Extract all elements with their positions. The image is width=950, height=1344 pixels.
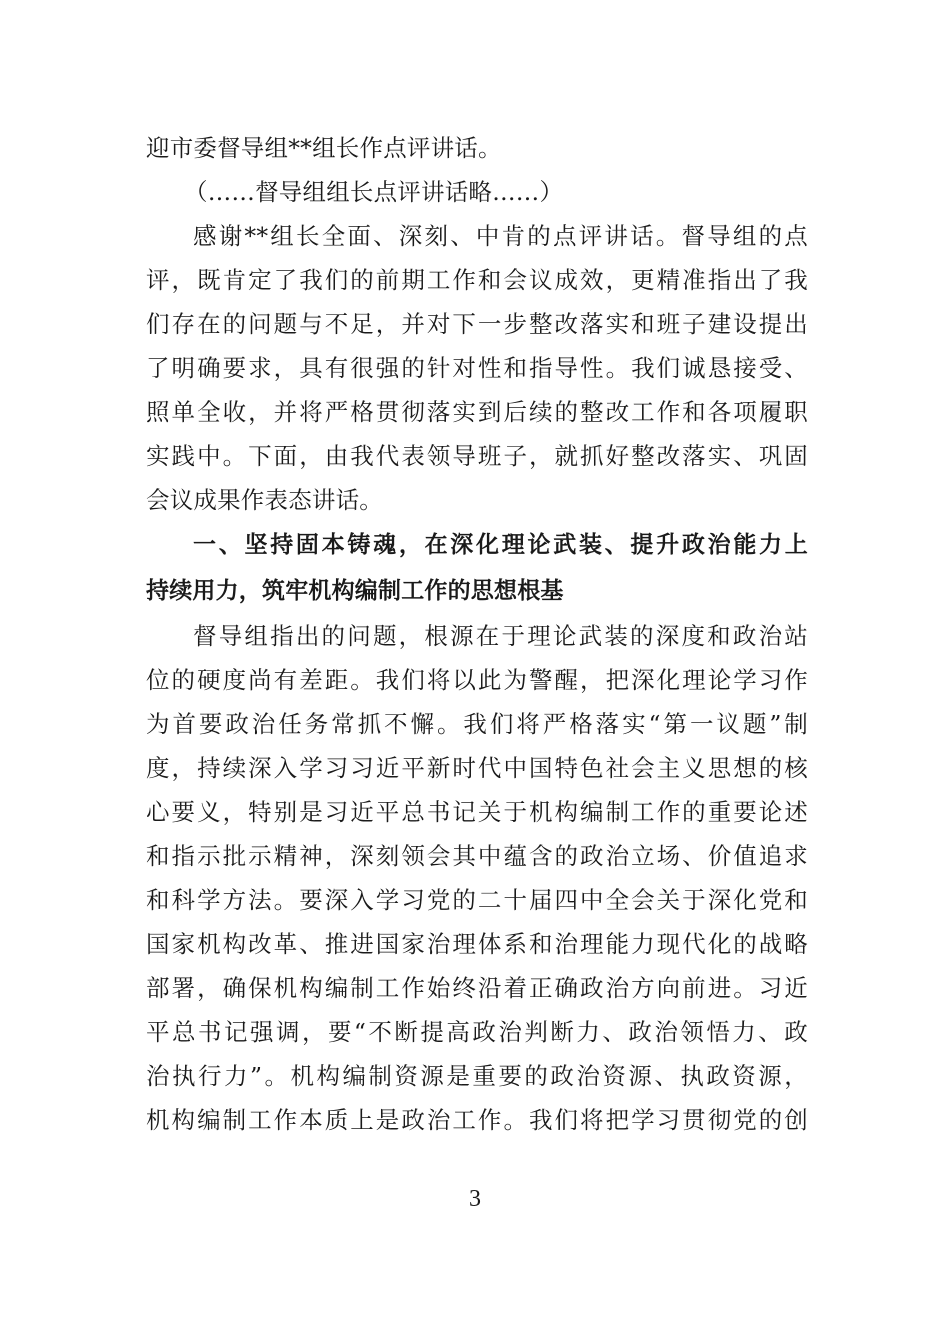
page-number: 3	[469, 1186, 481, 1212]
paragraph-line: 为首要政治任务常抓不懈。我们将严格落实“第一议题”制	[146, 710, 808, 738]
paragraph-line: 感谢**组长全面、深刻、中肯的点评讲话。督导组的点	[193, 222, 808, 250]
paragraph-line: 了明确要求，具有很强的针对性和指导性。我们诚恳接受、	[146, 354, 808, 382]
paragraph-line: 部署，确保机构编制工作始终沿着正确政治方向前进。习近	[146, 974, 808, 1002]
omitted-speech-note: （……督导组组长点评讲话略……）	[184, 178, 564, 206]
paragraph-line: 机构编制工作本质上是政治工作。我们将把学习贯彻党的创	[146, 1106, 808, 1134]
paragraph-line: 国家机构改革、推进国家治理体系和治理能力现代化的战略	[146, 930, 808, 958]
paragraph-line: 们存在的问题与不足，并对下一步整改落实和班子建设提出	[146, 310, 808, 338]
document-body	[146, 126, 808, 1142]
paragraph-line: 心要义，特别是习近平总书记关于机构编制工作的重要论述	[146, 798, 808, 826]
paragraph-line: 会议成果作表态讲话。	[146, 486, 383, 514]
section-heading: 持续用力，筑牢机构编制工作的思想根基	[146, 578, 564, 604]
paragraph-line: 和指示批示精神，深刻领会其中蕴含的政治立场、价值追求	[146, 842, 808, 870]
paragraph-line: 平总书记强调，要“不断提高政治判断力、政治领悟力、政	[146, 1018, 808, 1046]
paragraph-line: 和科学方法。要深入学习党的二十届四中全会关于深化党和	[146, 886, 808, 914]
paragraph-line: 督导组指出的问题，根源在于理论武装的深度和政治站	[193, 622, 808, 650]
paragraph-line: 实践中。下面，由我代表领导班子，就抓好整改落实、巩固	[146, 442, 808, 470]
paragraph-line: 位的硬度尚有差距。我们将以此为警醒，把深化理论学习作	[146, 666, 808, 694]
paragraph-line: 度，持续深入学习习近平新时代中国特色社会主义思想的核	[146, 754, 808, 782]
paragraph-line: 迎市委督导组**组长作点评讲话。	[146, 134, 502, 162]
paragraph-line: 照单全收，并将严格贯彻落实到后续的整改工作和各项履职	[146, 398, 808, 426]
paragraph-line: 评，既肯定了我们的前期工作和会议成效，更精准指出了我	[146, 266, 808, 294]
paragraph-line: 治执行力”。机构编制资源是重要的政治资源、执政资源，	[146, 1062, 808, 1090]
section-heading: 一、坚持固本铸魂，在深化理论武装、提升政治能力上	[193, 532, 808, 558]
